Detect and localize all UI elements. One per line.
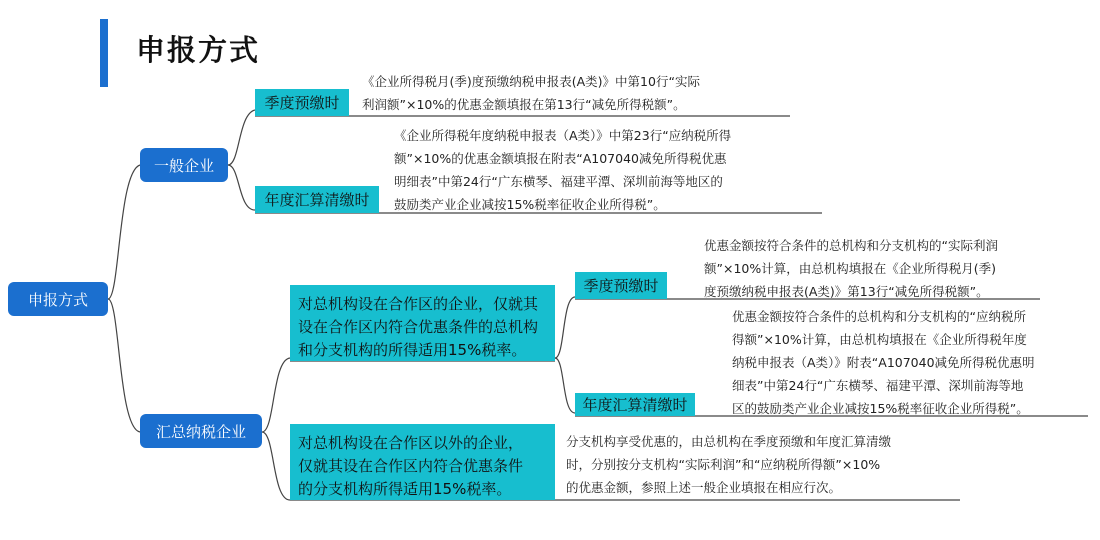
connector-root-consolidated: [108, 299, 140, 432]
connector-inside-quarter: [555, 297, 575, 358]
node-inside-annual: 年度汇算清缴时: [575, 393, 695, 416]
node-root: 申报方式: [8, 282, 108, 316]
connector-general-annual: [228, 165, 255, 210]
connector-consolidated-outside: [262, 432, 290, 500]
connector-inside-annual: [555, 358, 575, 413]
page-title: 申报方式: [136, 33, 261, 67]
node-general-annual: 年度汇算清缴时: [255, 186, 379, 213]
text-general-quarter: 《企业所得税月(季)度预缴纳税申报表(A类)》中第10行“实际 利润额”×10%的优惠金额填报在第13行“减免所得税额”。: [362, 74, 700, 112]
text-inside-quarter: 优惠金额按符合条件的总机构和分支机构的“实际利润 额”×10%计算，由总机构填报在《企业所得税月(季) 度预缴纳税申报表(A类)》第13行“减免所得税额”。: [704, 238, 998, 299]
connector-general-quarter: [228, 110, 255, 165]
node-general-enterprise: 一般企业: [140, 148, 228, 182]
node-general-quarter: 季度预缴时: [255, 89, 349, 116]
text-inside-annual: 优惠金额按符合条件的总机构和分支机构的“应纳税所 得额”×10%计算，由总机构填报在《企业所得税年度 纳税申报表（A类）》附表“A107040减免所得税优惠明 细表”中第24行“广东横琴、福建平潭、深圳前海等地 区的鼓励类产业企业减按15%税率征收企业所得税”。: [732, 309, 1035, 416]
node-inside-quarter: 季度预缴时: [575, 272, 667, 299]
connector-consolidated-inside: [262, 358, 290, 432]
text-general-annual: 《企业所得税年度纳税申报表（A类）》中第23行“应纳税所得 额”×10%的优惠金额填报在附表“A107040减免所得税优惠 明细表”中第24行“广东横琴、福建平潭、深圳前海等地区的 鼓励类产业企业减按15%税率征收企业所得税”。: [394, 128, 732, 212]
connector-root-general: [108, 165, 140, 299]
node-consolidated-enterprise: 汇总纳税企业: [140, 414, 262, 448]
node-hq-outside-zone: 对总机构设在合作区以外的企业， 仅就其设在合作区内符合优惠条件 的分支机构所得适用15%税率。: [290, 424, 555, 500]
node-hq-inside-zone: 对总机构设在合作区的企业，仅就其 设在合作区内符合优惠条件的总机构 和分支机构的所得适用15%税率。: [290, 285, 555, 361]
text-outside: 分支机构享受优惠的，由总机构在季度预缴和年度汇算清缴 时，分别按分支机构“实际利润”和“应纳税所得额”×10% 的优惠金额，参照上述一般企业填报在相应行次。: [566, 434, 892, 495]
